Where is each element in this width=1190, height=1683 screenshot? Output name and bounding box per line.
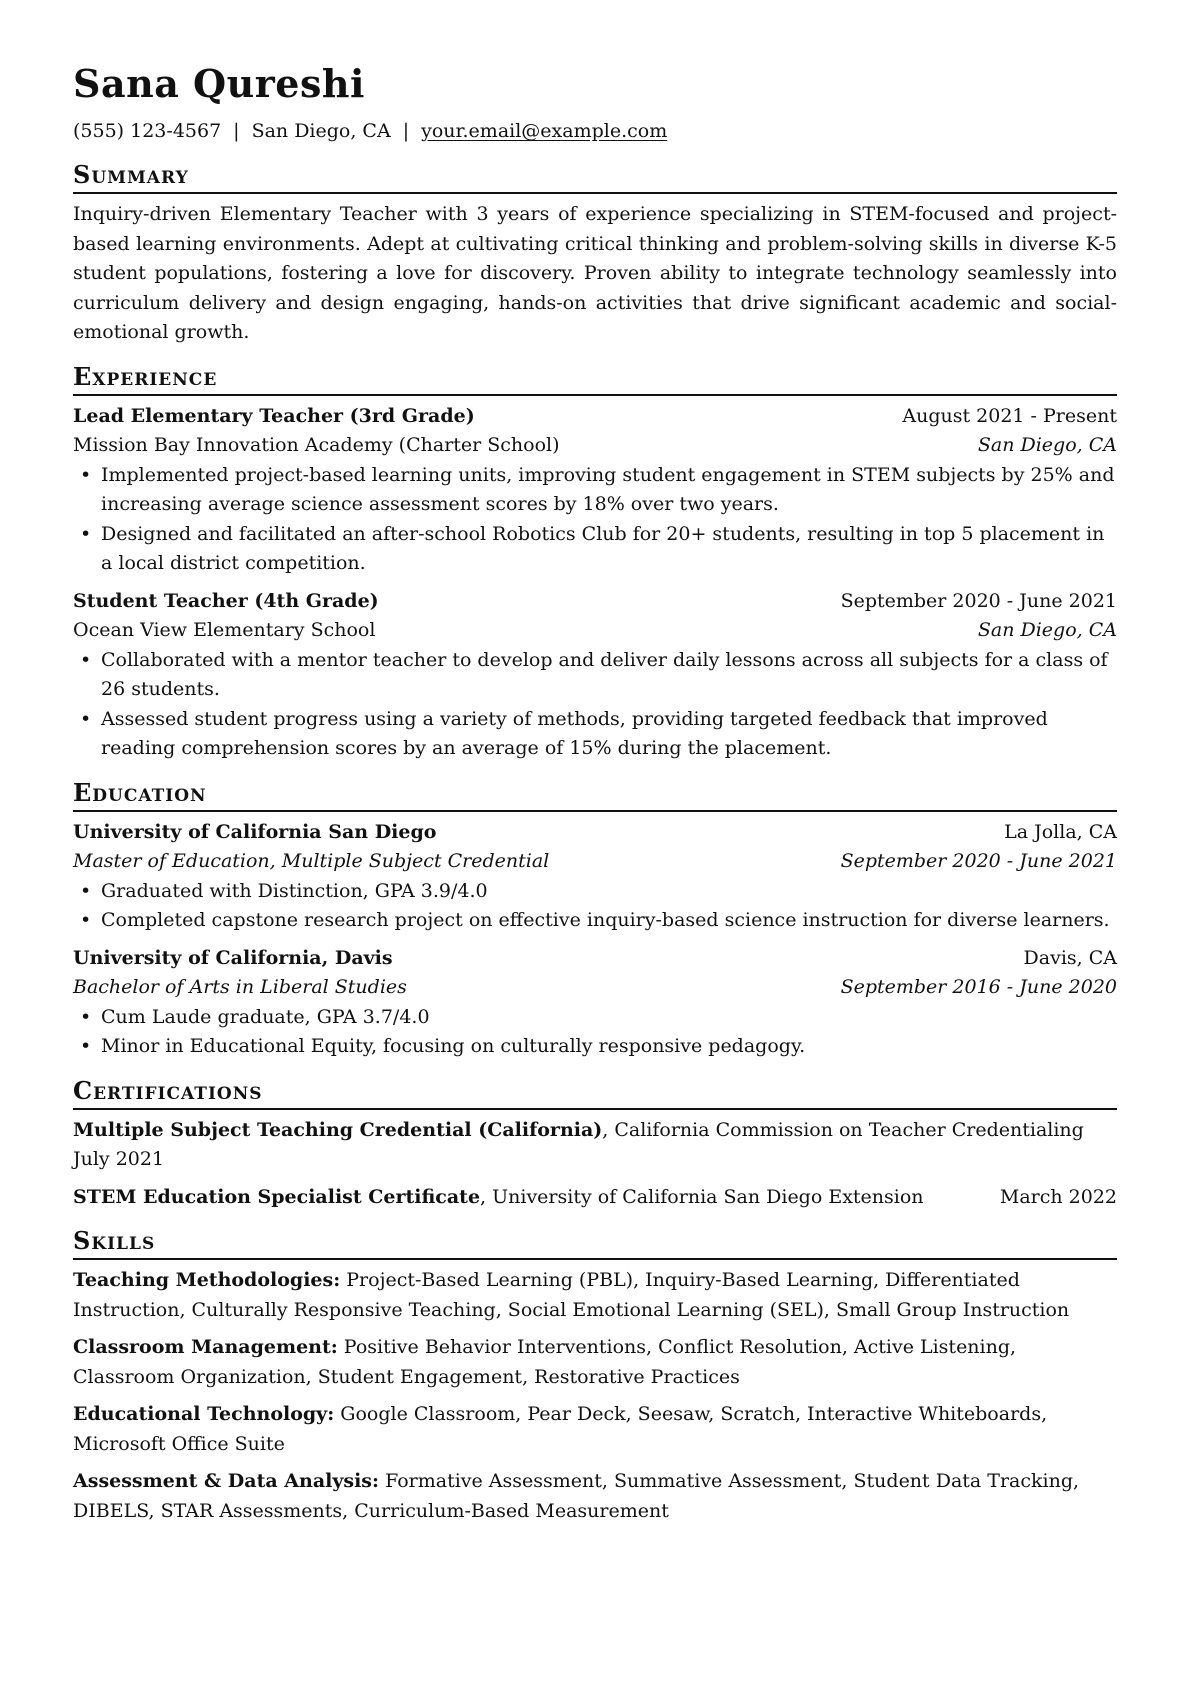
job-title: Lead Elementary Teacher (3rd Grade) [73, 404, 475, 427]
skill-group [73, 1467, 1117, 1526]
job-entry [73, 587, 1117, 764]
job-dates: September 2020 - June 2021 [840, 589, 1117, 612]
skills-section [73, 1266, 1117, 1526]
skill-group [73, 1266, 1117, 1325]
school-location: Davis, CA [1023, 946, 1117, 969]
job-bullets [73, 461, 1117, 579]
degree-row [73, 847, 1117, 877]
education-bullets [73, 877, 1117, 936]
skill-group [73, 1333, 1117, 1392]
location: San Diego, CA [251, 120, 391, 142]
degree-name: Bachelor of Arts in Liberal Studies [73, 976, 407, 998]
job-org-row [73, 431, 1117, 461]
certification-item [73, 1183, 1117, 1213]
contact-line [73, 116, 1117, 146]
degree-row [73, 973, 1117, 1003]
job-organization: Mission Bay Innovation Academy (Charter School) [73, 434, 560, 456]
skill-value: Project-Based Learning (PBL), Inquiry-Based Learning, Differentiated Instruction, Culturally Responsive Teaching, Social Emotional Learning (SEL), Small Group Instruction [73, 1269, 1070, 1321]
school-location: La Jolla, CA [1004, 820, 1117, 843]
school-row [73, 944, 1117, 974]
skill-value: Google Classroom, Pear Deck, Seesaw, Scratch, Interactive Whiteboards, Microsoft Office Suite [73, 1403, 1048, 1455]
email-link[interactable]: your.email@example.com [421, 120, 668, 142]
job-bullet: • Collaborated with a mentor teacher to develop and deliver daily lessons across all subjects for a class of 26 students. [73, 646, 1117, 705]
certification-date: July 2021 [73, 1148, 165, 1170]
job-org-row [73, 616, 1117, 646]
skill-group [73, 1400, 1117, 1459]
summary-text: Inquiry-driven Elementary Teacher with 3 years of experience specializing in STEM-focused and project-based learning environments. Adept at cultivating critical thinking and problem-solving skills in diverse K-5 student populations, fostering a love for discovery. Proven ability to integrate technology seamlessly into curriculum delivery and design engaging, hands-on activities that drive significant academic and social-emotional growth. [73, 203, 1117, 343]
school-row [73, 818, 1117, 848]
education-bullet: • Graduated with Distinction, GPA 3.9/4.0 [73, 877, 1117, 907]
education-entry [73, 944, 1117, 1062]
contact-separator: | [233, 120, 240, 142]
job-bullets [73, 646, 1117, 764]
job-header-row [73, 402, 1117, 432]
education-bullet: • Cum Laude graduate, GPA 3.7/4.0 [73, 1003, 1117, 1033]
education-section [73, 818, 1117, 1062]
degree-dates: September 2016 - June 2020 [840, 976, 1117, 998]
job-organization: Ocean View Elementary School [73, 619, 376, 641]
job-entry [73, 402, 1117, 579]
education-entry [73, 818, 1117, 936]
certifications-heading: Certifications [73, 1076, 1117, 1110]
school-name: University of California San Diego [73, 820, 437, 843]
skill-label: Classroom Management: [73, 1336, 338, 1358]
skill-value: Formative Assessment, Summative Assessment, Student Data Tracking, DIBELS, STAR Assessments, Curriculum-Based Measurement [73, 1470, 1080, 1522]
summary-heading: Summary [73, 160, 1117, 194]
degree-name: Master of Education, Multiple Subject Credential [73, 850, 550, 872]
skills-heading: Skills [73, 1226, 1117, 1260]
certification-item [73, 1116, 1117, 1175]
phone-number: (555) 123-4567 [73, 120, 222, 142]
certification-name: Multiple Subject Teaching Credential (California) [73, 1118, 603, 1141]
job-bullet: • Designed and facilitated an after-school Robotics Club for 20+ students, resulting in top 5 placement in a local district competition. [73, 520, 1117, 579]
certification-issuer: , University of California San Diego Extension [480, 1185, 924, 1208]
school-name: University of California, Davis [73, 946, 393, 969]
job-header-row [73, 587, 1117, 617]
education-bullets [73, 1003, 1117, 1062]
certification-name: STEM Education Specialist Certificate [73, 1185, 481, 1208]
certification-date: March 2022 [999, 1185, 1117, 1208]
job-location: San Diego, CA [977, 434, 1117, 456]
skill-label: Teaching Methodologies: [73, 1269, 341, 1291]
job-title: Student Teacher (4th Grade) [73, 589, 379, 612]
contact-separator: | [402, 120, 410, 142]
candidate-name: Sana Qureshi [73, 61, 365, 106]
summary-section [73, 200, 1117, 348]
skill-label: Assessment & Data Analysis: [73, 1470, 380, 1492]
skill-label: Educational Technology: [73, 1403, 335, 1425]
skill-value: Positive Behavior Interventions, Conflict Resolution, Active Listening, Classroom Organization, Student Engagement, Restorative Practices [73, 1336, 1017, 1388]
degree-dates: September 2020 - June 2021 [840, 850, 1117, 872]
experience-section [73, 402, 1117, 764]
job-location: San Diego, CA [977, 619, 1117, 641]
education-bullet: • Minor in Educational Equity, focusing on culturally responsive pedagogy. [73, 1032, 1117, 1062]
certifications-section [73, 1116, 1117, 1213]
job-dates: August 2021 - Present [902, 404, 1117, 427]
education-bullet: • Completed capstone research project on effective inquiry-based science instruction for diverse learners. [73, 906, 1117, 936]
education-heading: Education [73, 778, 1117, 812]
job-bullet: • Assessed student progress using a variety of methods, providing targeted feedback that improved reading comprehension scores by an average of 15% during the placement. [73, 705, 1117, 764]
job-bullet: • Implemented project-based learning units, improving student engagement in STEM subjects by 25% and increasing average science assessment scores by 18% over two years. [73, 461, 1117, 520]
experience-heading: Experience [73, 362, 1117, 396]
certification-issuer: , California Commission on Teacher Credentialing [602, 1118, 1084, 1141]
